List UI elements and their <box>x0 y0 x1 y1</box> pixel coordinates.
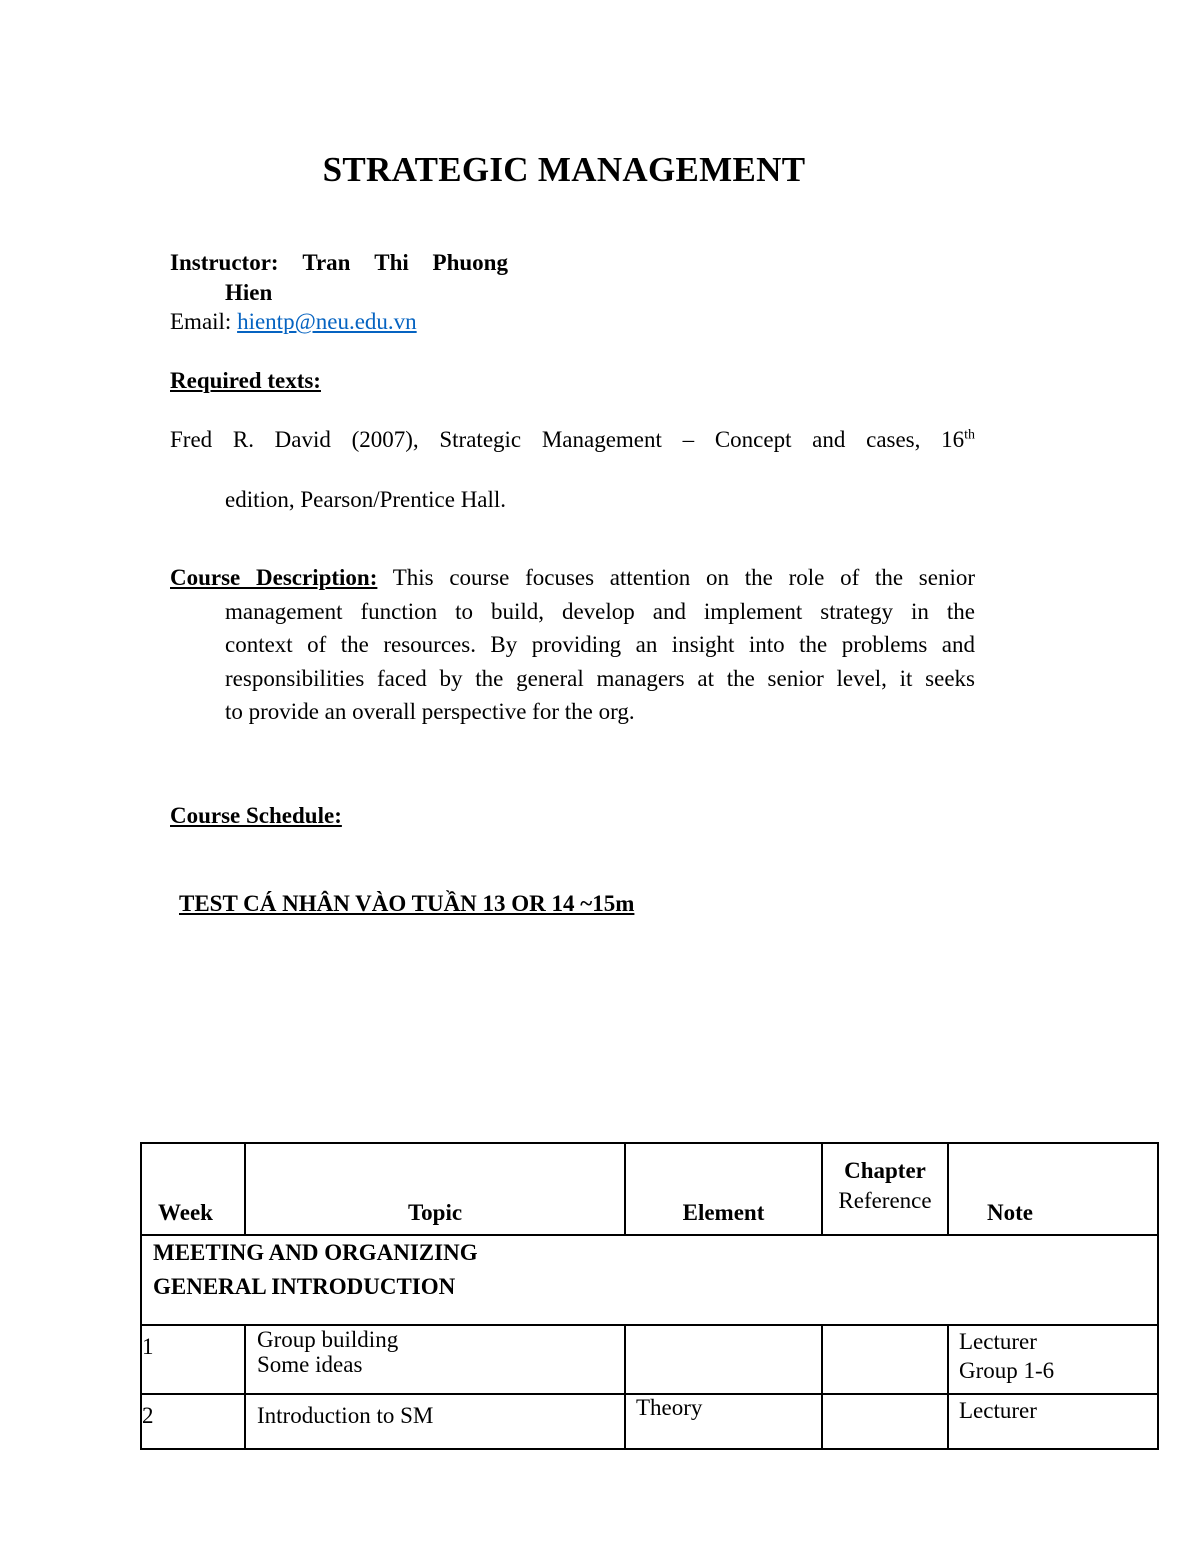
reference-superscript: th <box>964 427 975 443</box>
topic-line: Group building <box>257 1327 399 1352</box>
header-chapter-reference <box>822 1143 948 1235</box>
note-line: Lecturer <box>959 1329 1037 1354</box>
header-topic: Topic <box>245 1143 625 1235</box>
schedule-table <box>140 1142 1159 1450</box>
table-row <box>141 1394 1158 1449</box>
topic-line: Some ideas <box>257 1352 363 1377</box>
description-line: management function to build, develop and implement strategy in the <box>225 598 975 624</box>
header-week: Week <box>141 1143 245 1235</box>
reference-line-continued: edition, Pearson/Prentice Hall. <box>225 487 507 512</box>
instructor-name-word: Phuong <box>432 250 508 275</box>
topic-cell <box>245 1394 625 1449</box>
section-title: MEETING AND ORGANIZING <box>153 1240 478 1265</box>
email-label: Email: <box>170 309 232 334</box>
instructor-name-continued: Hien <box>225 280 273 305</box>
chapter-cell <box>822 1394 948 1449</box>
week-cell: 1 <box>141 1325 245 1394</box>
header-chapter: Chapter <box>844 1158 926 1183</box>
section-row <box>141 1235 1158 1325</box>
reference-line <box>170 427 975 453</box>
reference-text: Fred R. David (2007), Strategic Management – Concept and cases, 16 <box>170 427 965 452</box>
description-line: context of the resources. By providing an insight into the problems and <box>225 632 975 657</box>
header-reference: Reference <box>838 1188 932 1213</box>
instructor-label: Instructor: <box>170 250 279 275</box>
email-line <box>170 309 417 335</box>
table-header-row <box>141 1143 1158 1235</box>
description-line: responsibilities faced by the general managers at the senior level, it seeks <box>225 665 975 691</box>
description-text: This course focuses attention on the role of the senior <box>377 565 975 590</box>
topic-line: Introduction to SM <box>257 1403 434 1428</box>
course-schedule-heading: Course Schedule: <box>170 803 342 828</box>
course-description <box>170 561 975 729</box>
note-line: Group 1-6 <box>959 1358 1055 1383</box>
instructor-line <box>170 250 526 276</box>
element-cell: Theory <box>625 1394 822 1449</box>
course-description-heading: Course Description: <box>170 565 378 590</box>
note-line: Lecturer <box>959 1398 1037 1423</box>
description-line: to provide an overall perspective for the org. <box>225 699 635 724</box>
header-note: Note <box>948 1143 1158 1235</box>
document-title: STRATEGIC MANAGEMENT <box>322 150 806 189</box>
week-cell: 2 <box>141 1394 245 1449</box>
header-element: Element <box>625 1143 822 1235</box>
note-cell <box>948 1394 1158 1449</box>
element-cell <box>625 1325 822 1394</box>
chapter-cell <box>822 1325 948 1394</box>
table-row <box>141 1325 1158 1394</box>
note-cell <box>948 1325 1158 1394</box>
instructor-name-word: Tran <box>302 250 351 275</box>
email-link[interactable]: hientp@neu.edu.vn <box>237 309 417 334</box>
section-title: GENERAL INTRODUCTION <box>153 1274 456 1299</box>
instructor-name-word: Thi <box>374 250 409 275</box>
topic-cell <box>245 1325 625 1394</box>
required-texts-heading: Required texts: <box>170 368 321 393</box>
description-line <box>170 561 975 595</box>
section-cell <box>141 1235 1158 1325</box>
test-note: TEST CÁ NHÂN VÀO TUẦN 13 OR 14 ~15m <box>179 891 635 916</box>
